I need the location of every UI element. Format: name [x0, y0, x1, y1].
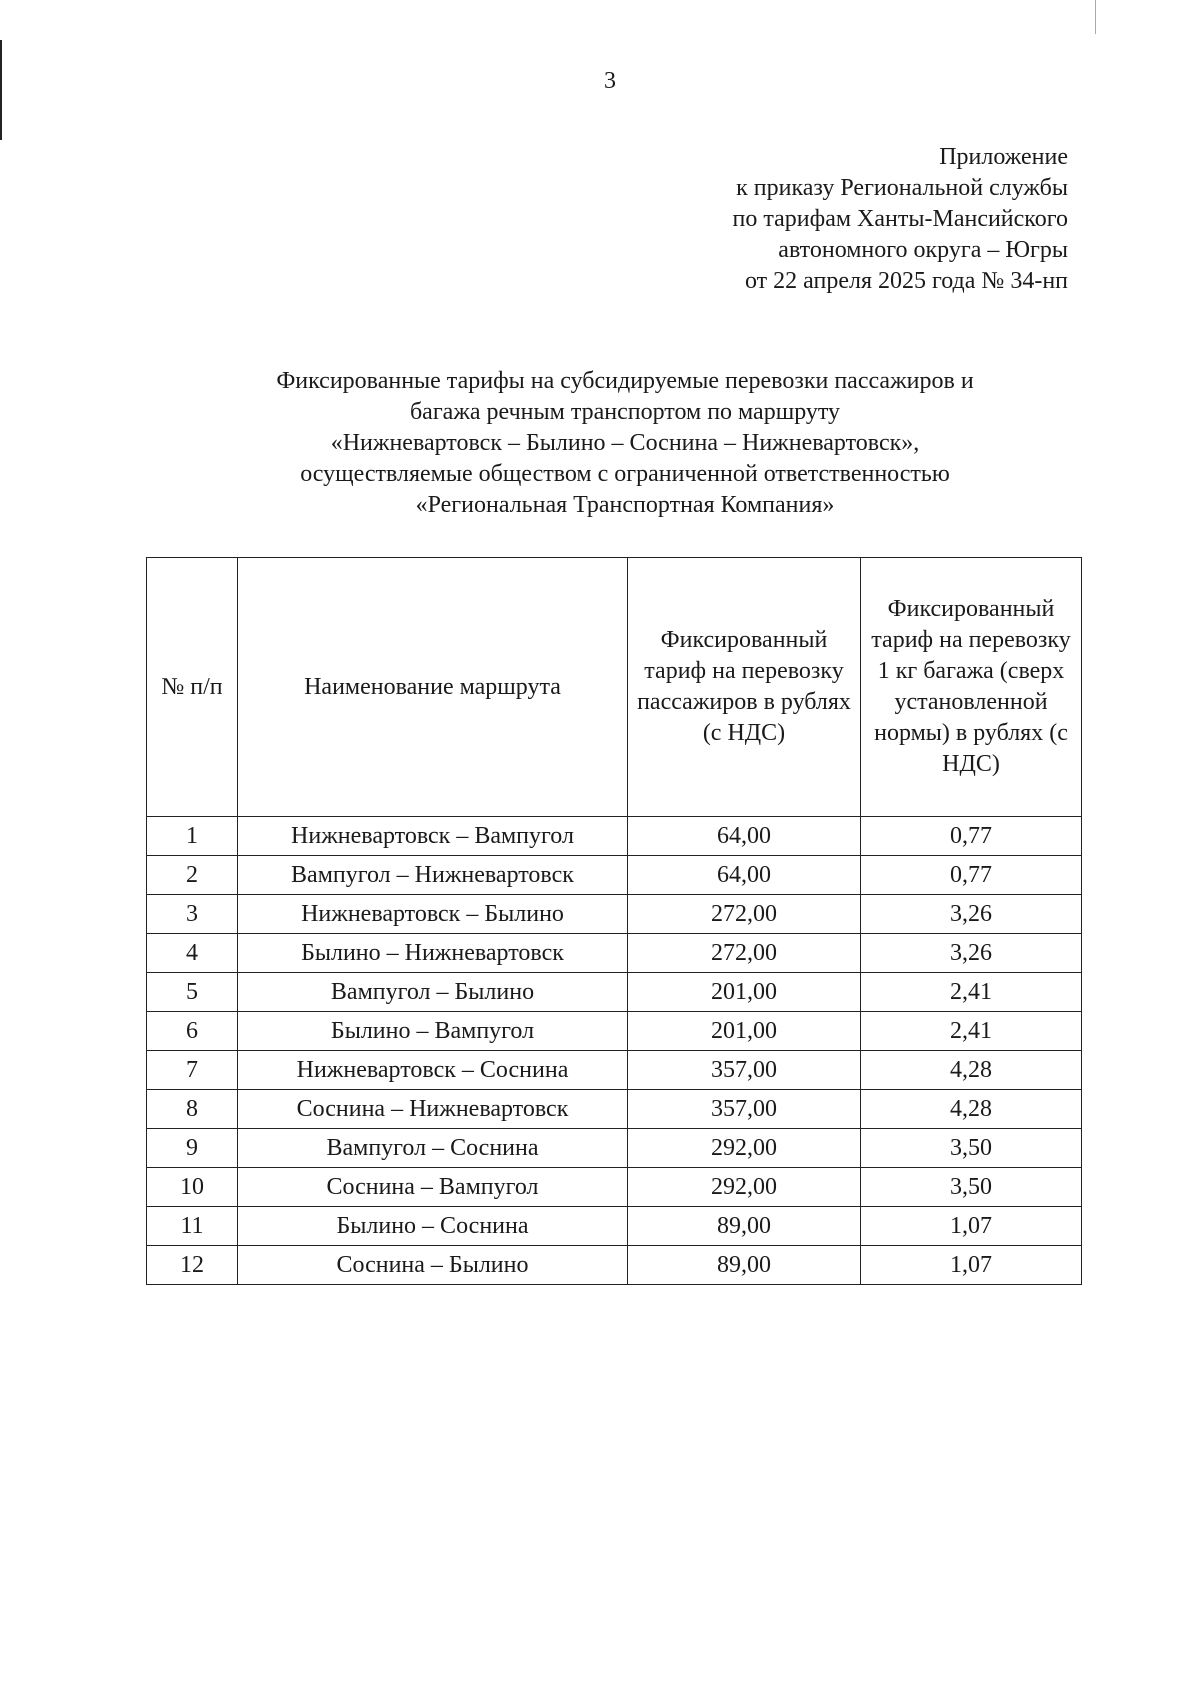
baggage-tariff: 3,26: [861, 895, 1082, 934]
table-row: [147, 895, 1082, 934]
baggage-tariff: 4,28: [861, 1051, 1082, 1090]
table-row: [147, 934, 1082, 973]
title-line: багажа речным транспортом по маршруту: [409, 399, 841, 425]
baggage-tariff: 2,41: [861, 973, 1082, 1012]
passenger-tariff: 272,00: [628, 895, 861, 934]
page-number: 3: [604, 68, 616, 94]
row-number: 6: [147, 1012, 238, 1051]
row-number: 7: [147, 1051, 238, 1090]
appendix-line: Приложение: [939, 144, 1068, 170]
table-header-row: [147, 558, 1082, 817]
route-name: Вампугол – Нижневартовск: [238, 856, 628, 895]
passenger-tariff: 201,00: [628, 973, 861, 1012]
baggage-tariff: 1,07: [861, 1207, 1082, 1246]
route-name: Соснина – Былино: [238, 1246, 628, 1285]
table-row: [147, 1012, 1082, 1051]
passenger-tariff: 64,00: [628, 817, 861, 856]
appendix-line: автономного округа – Югры: [778, 237, 1068, 263]
row-number: 5: [147, 973, 238, 1012]
row-number: 4: [147, 934, 238, 973]
table-row: [147, 1129, 1082, 1168]
route-name: Вампугол – Былино: [238, 973, 628, 1012]
table-row: [147, 856, 1082, 895]
baggage-tariff: 3,50: [861, 1129, 1082, 1168]
baggage-tariff: 3,50: [861, 1168, 1082, 1207]
baggage-tariff: 1,07: [861, 1246, 1082, 1285]
passenger-tariff: 89,00: [628, 1246, 861, 1285]
passenger-tariff: 201,00: [628, 1012, 861, 1051]
title-line: осуществляемые обществом с ограниченной ответственностью: [300, 461, 950, 487]
row-number: 8: [147, 1090, 238, 1129]
row-number: 10: [147, 1168, 238, 1207]
baggage-tariff: 2,41: [861, 1012, 1082, 1051]
title-line: Фиксированные тарифы на субсидируемые перевозки пассажиров и: [276, 368, 974, 394]
table-row: [147, 1051, 1082, 1090]
table-row: [147, 817, 1082, 856]
route-name: Былино – Вампугол: [238, 1012, 628, 1051]
table-row: [147, 1168, 1082, 1207]
passenger-tariff: 64,00: [628, 856, 861, 895]
passenger-tariff: 357,00: [628, 1051, 861, 1090]
route-name: Нижневартовск – Соснина: [238, 1051, 628, 1090]
scan-edge-mark-right: [1095, 0, 1096, 34]
row-number: 12: [147, 1246, 238, 1285]
route-name: Соснина – Вампугол: [238, 1168, 628, 1207]
appendix-line: от 22 апреля 2025 года № 34-нп: [744, 268, 1068, 294]
table-row: [147, 973, 1082, 1012]
passenger-tariff: 292,00: [628, 1129, 861, 1168]
table-row: [147, 1207, 1082, 1246]
route-name: Вампугол – Соснина: [238, 1129, 628, 1168]
passenger-tariff: 292,00: [628, 1168, 861, 1207]
baggage-tariff: 0,77: [861, 817, 1082, 856]
title-line: «Региональная Транспортная Компания»: [415, 492, 835, 518]
table-body: [147, 817, 1082, 1285]
baggage-tariff: 4,28: [861, 1090, 1082, 1129]
document-title: [160, 366, 1090, 521]
table-row: [147, 1090, 1082, 1129]
baggage-tariff: 0,77: [861, 856, 1082, 895]
route-name: Нижневартовск – Вампугол: [238, 817, 628, 856]
row-number: 1: [147, 817, 238, 856]
row-number: 11: [147, 1207, 238, 1246]
appendix-line: по тарифам Ханты-Мансийского: [732, 206, 1068, 232]
baggage-tariff: 3,26: [861, 934, 1082, 973]
header-passenger-tariff: Фиксированный тариф на перевозку пассажиров в рублях (с НДС): [628, 558, 861, 817]
route-name: Былино – Соснина: [238, 1207, 628, 1246]
appendix-block: [733, 142, 1068, 297]
appendix-line: к приказу Региональной службы: [736, 175, 1068, 201]
table-row: [147, 1246, 1082, 1285]
row-number: 3: [147, 895, 238, 934]
header-route: Наименование маршрута: [238, 558, 628, 817]
route-name: Соснина – Нижневартовск: [238, 1090, 628, 1129]
passenger-tariff: 89,00: [628, 1207, 861, 1246]
passenger-tariff: 357,00: [628, 1090, 861, 1129]
title-line: «Нижневартовск – Былино – Соснина – Нижневартовск»,: [330, 430, 920, 456]
row-number: 2: [147, 856, 238, 895]
passenger-tariff: 272,00: [628, 934, 861, 973]
route-name: Нижневартовск – Былино: [238, 895, 628, 934]
header-baggage-tariff: Фиксированный тариф на перевозку 1 кг багажа (сверх установленной нормы) в рублях (с НДС): [861, 558, 1082, 817]
tariff-table: [146, 557, 1082, 1285]
route-name: Былино – Нижневартовск: [238, 934, 628, 973]
row-number: 9: [147, 1129, 238, 1168]
header-number: № п/п: [147, 558, 238, 817]
